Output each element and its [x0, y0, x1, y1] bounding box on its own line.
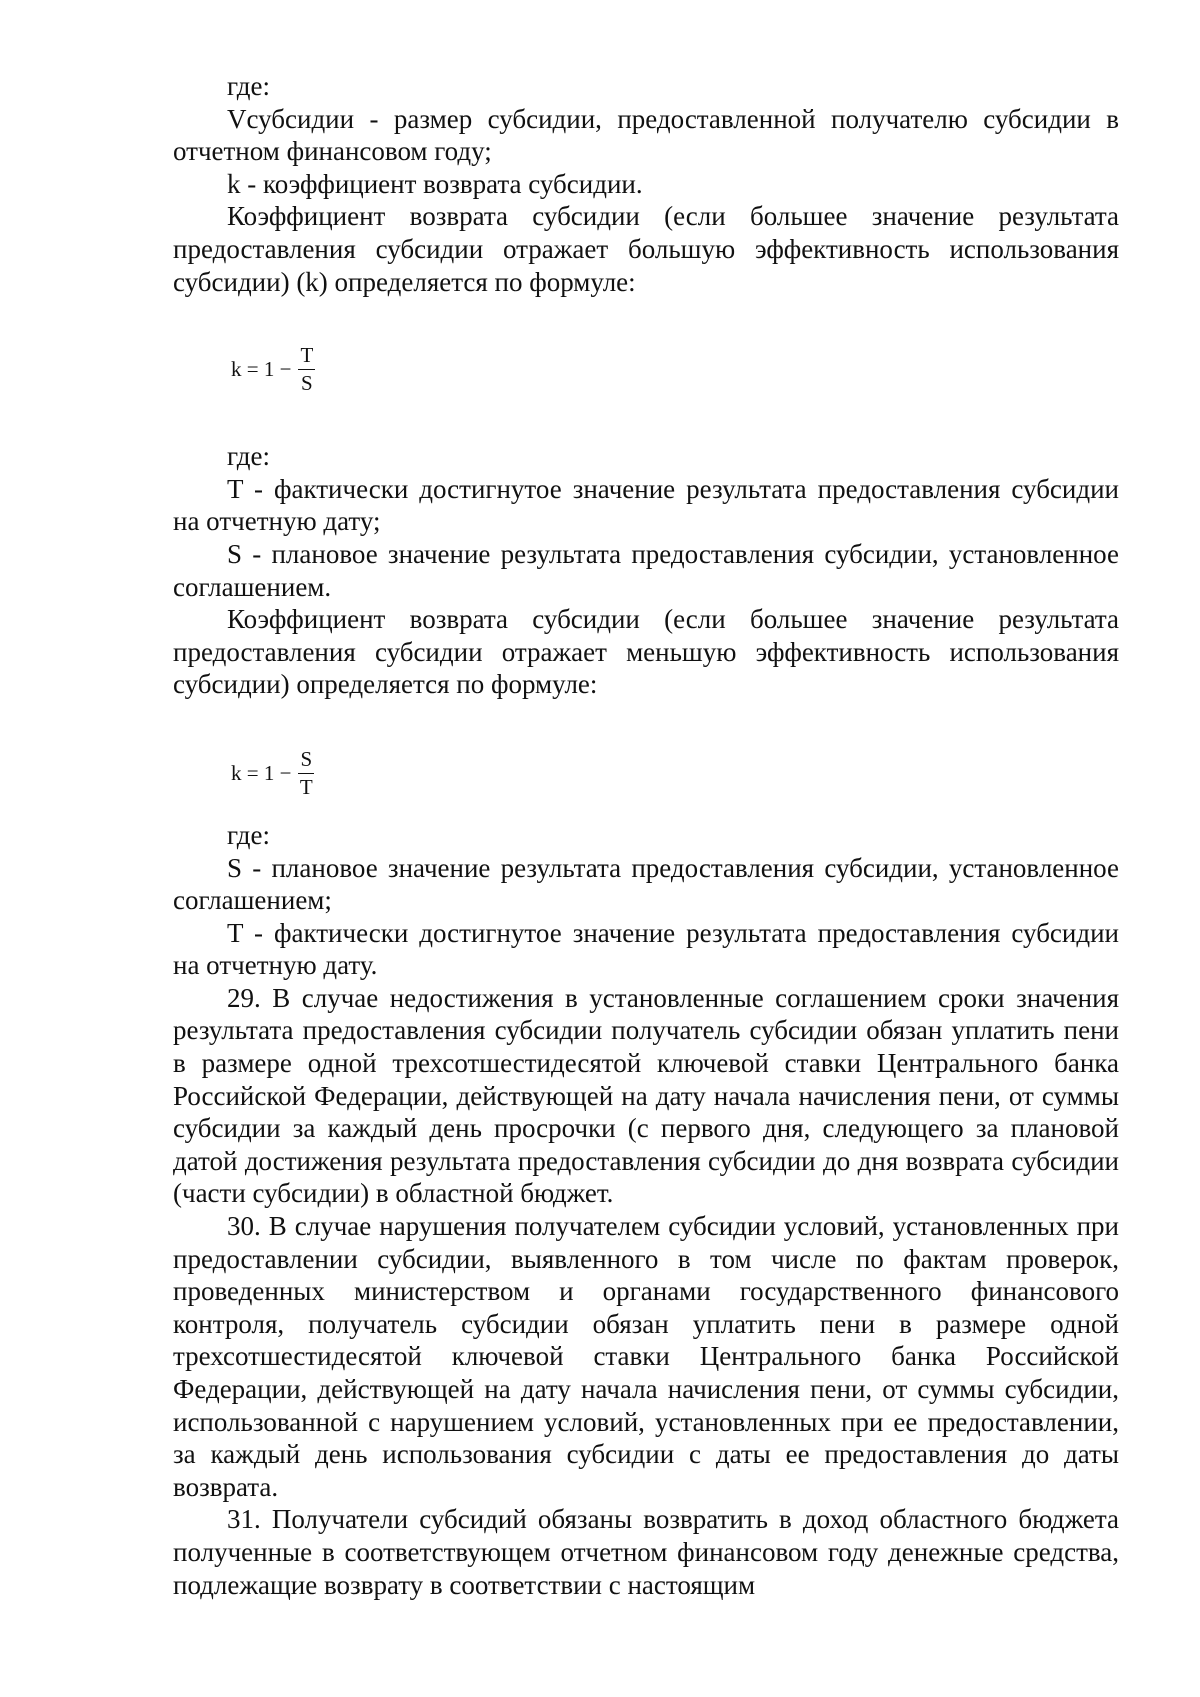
fraction-numerator: T [298, 345, 315, 370]
where-label-3: где: [227, 819, 270, 850]
where-label-1: где: [227, 71, 270, 101]
paragraph-coefficient-greater-efficiency: Коэффициент возврата субсидии (если большее значение результата предоставления субсидии отражает большую эффективность использования субсидии) (k) определяется по формуле: [173, 201, 1119, 297]
definition-t: T - фактически достигнутое значение результата предоставления субсидии на отчетную дату; [173, 473, 1119, 537]
definition-k: k - коэффициент возврата субсидии. [227, 168, 643, 199]
paragraph-coefficient-lesser-efficiency: Коэффициент возврата субсидии (если большее значение результата предоставления субсидии отражает меньшую эффективность использования субсидии) определяется по формуле: [173, 604, 1119, 700]
definition-s-2: S - плановое значение результата предоставления субсидии, установленное соглашением; [173, 852, 1119, 916]
clause-30: 30. В случае нарушения получателем субсидии условий, установленных при предоставлении субсидии, выявленного в том числе по фактам проверок, проведенных министерством и органами государственного финансового контроля, получатель субсидии обязан уплатить пени в размере одной трехсотшестидесятой ключевой ставки Центрального банка Российской Федерации, действующей на дату начала начисления пени, от суммы субсидии, использованной с нарушением условий, установленных при ее предоставлении, за каждый день использования субсидии с даты ее предоставления до даты возврата. [173, 1211, 1119, 1502]
fraction-denominator: S [301, 370, 313, 395]
formula-lhs: k = 1 − [231, 356, 292, 381]
fraction-denominator: T [299, 775, 313, 800]
definition-v-subsidy: Vсубсидии - размер субсидии, предоставленной получателю субсидии в отчетном финансовом году; [173, 103, 1119, 167]
clause-29: 29. В случае недостижения в установленные соглашением сроки значения результата предоставления субсидии получатель субсидии обязан уплатить пени в размере одной трехсотшестидесятой ключевой ставки Центрального банка Российской Федерации, действующей на дату начала начисления пени, от суммы субсидии за каждый день просрочки (с первого дня, следующего за плановой датой достижения результата предоставления субсидии до дня возврата субсидии (части субсидии) в областной бюджет. [173, 982, 1119, 1209]
where-label-2: где: [227, 441, 270, 472]
formula-lhs: k = 1 − [231, 761, 292, 786]
definition-s: S - плановое значение результата предоставления субсидии, установленное соглашением. [173, 538, 1119, 602]
formula-k-1-minus-s-over-t [231, 729, 1119, 819]
fraction [298, 749, 314, 798]
formula-k-1-minus-t-over-s [231, 324, 1119, 414]
fraction [298, 342, 315, 395]
definition-t-2: T - фактически достигнутое значение результата предоставления субсидии на отчетную дату. [173, 917, 1119, 981]
fraction-numerator: S [298, 749, 314, 774]
clause-31: 31. Получатели субсидий обязаны возвратить в доход областного бюджета полученные в соответствующем отчетном финансовом году денежные средства, подлежащие возврату в соответствии с настоящим [173, 1504, 1119, 1600]
document-page [173, 70, 1119, 1601]
